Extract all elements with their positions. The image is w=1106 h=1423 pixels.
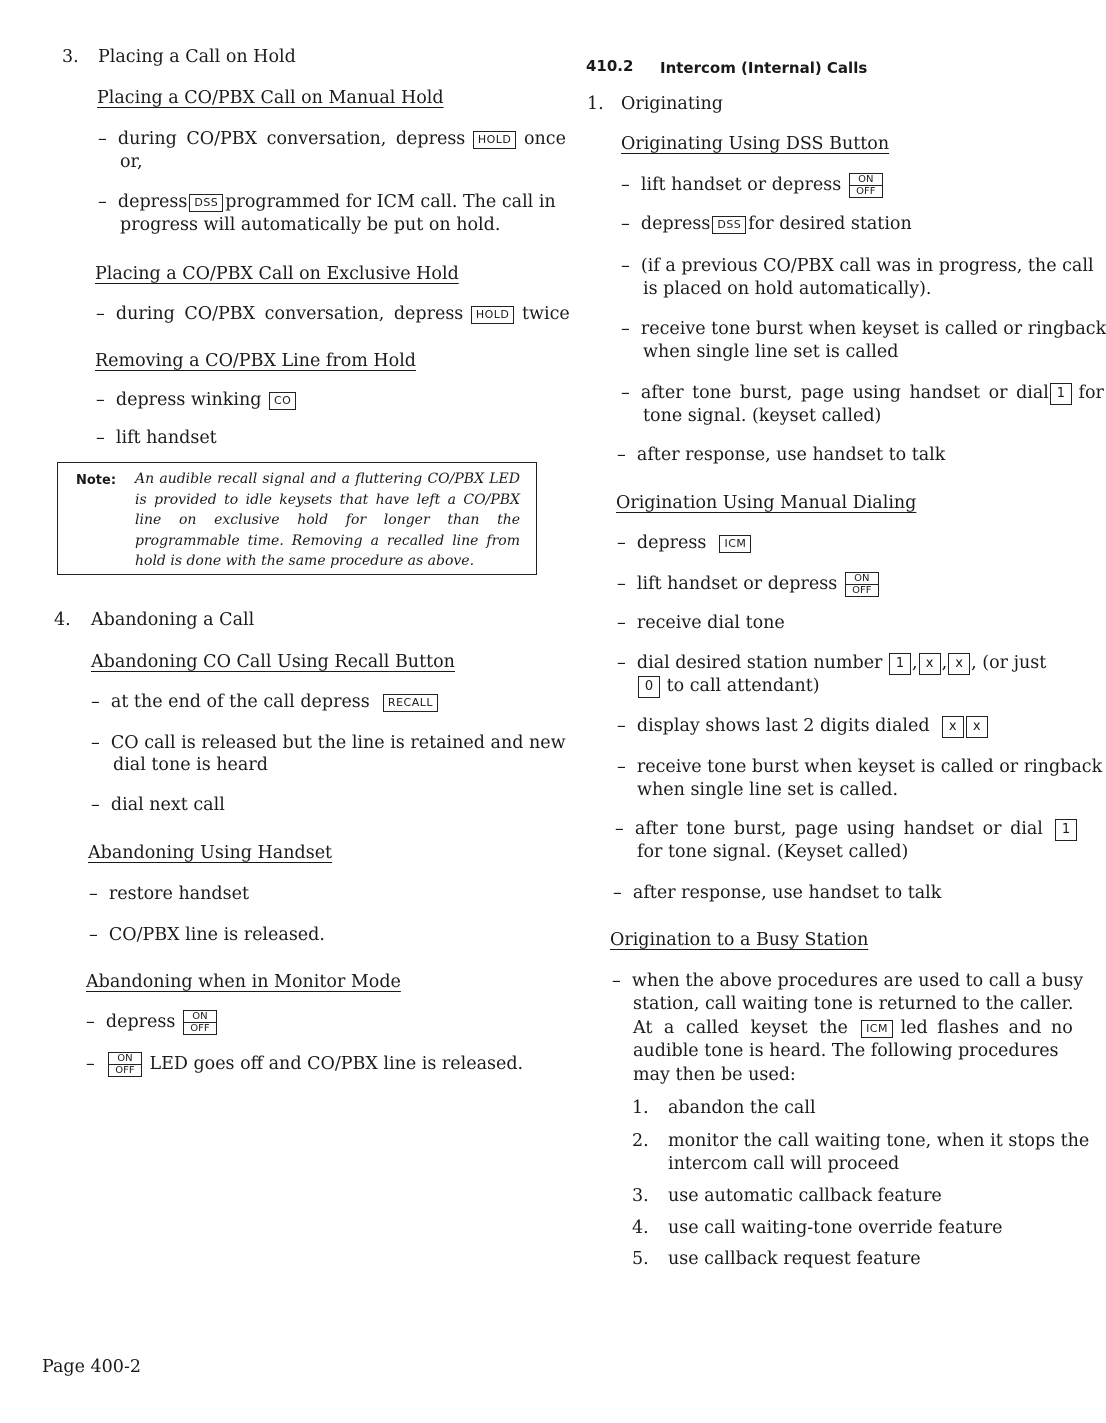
heading-manual-dialing: Origination Using Manual Dialing bbox=[616, 493, 917, 513]
section-number: 410.2 bbox=[586, 57, 634, 75]
step-busy-1-line-c: At a called keyset the ICM led flashes and no bbox=[633, 1018, 1073, 1038]
heading-busy-station: Origination to a Busy Station bbox=[610, 930, 869, 950]
digit-1-key: 1 bbox=[1055, 819, 1077, 841]
on-off-key: ON OFF bbox=[108, 1052, 142, 1077]
step-manual-7: – after tone burst, page using handset or dial 1 bbox=[615, 818, 1078, 841]
step-dss-4: – receive tone burst when keyset is called or ringback bbox=[621, 319, 1106, 339]
step-manual-hold-1: – during CO/PBX conversation, depress HOLD once bbox=[98, 129, 566, 149]
option-number: 2. bbox=[632, 1131, 649, 1151]
on-off-key: ON OFF bbox=[845, 572, 879, 597]
step-manual-hold-1-cont: or, bbox=[120, 152, 143, 172]
option-number: 3. bbox=[632, 1186, 649, 1206]
step-abandon-recall-3: – dial next call bbox=[91, 795, 225, 815]
step-manual-5: – display shows last 2 digits dialed x x bbox=[617, 715, 989, 738]
option-text: abandon the call bbox=[668, 1098, 816, 1118]
step-abandon-monitor-1: – depress ON OFF bbox=[86, 1010, 219, 1035]
section-4-title: Abandoning a Call bbox=[91, 610, 255, 630]
step-manual-hold-2: – depress DSS programmed for ICM call. The call in bbox=[98, 192, 556, 212]
step-manual-6-cont: when single line set is called. bbox=[637, 780, 899, 800]
section-title: Intercom (Internal) Calls bbox=[660, 59, 868, 77]
note-box bbox=[57, 462, 537, 575]
step-abandon-recall-1: – at the end of the call depress RECALL bbox=[91, 691, 440, 714]
step-abandon-recall-2-cont: dial tone is heard bbox=[113, 755, 268, 775]
heading-abandon-recall: Abandoning CO Call Using Recall Button bbox=[91, 652, 455, 672]
step-remove-1: – depress winking CO bbox=[96, 389, 298, 412]
step-exclusive-hold-1: – during CO/PBX conversation, depress HOLD twice bbox=[96, 304, 570, 324]
co-key: CO bbox=[269, 392, 296, 410]
note-label: Note: bbox=[76, 473, 117, 488]
option-text: intercom call will proceed bbox=[668, 1154, 900, 1174]
dss-key: DSS bbox=[712, 216, 746, 234]
heading-exclusive-hold: Placing a CO/PBX Call on Exclusive Hold bbox=[95, 264, 459, 284]
digit-x-key: x bbox=[966, 716, 988, 738]
step-abandon-monitor-2: – ON OFF LED goes off and CO/PBX line is released. bbox=[86, 1053, 524, 1076]
step-dss-3-cont: is placed on hold automatically). bbox=[643, 279, 932, 299]
step-dss-5-cont: tone signal. (keyset called) bbox=[643, 406, 882, 426]
step-dss-3: – (if a previous CO/PBX call was in progress, the call bbox=[621, 256, 1094, 276]
step-manual-4: – dial desired station number 1 , x , x , (or just bbox=[617, 653, 1047, 673]
step-manual-hold-2-cont: progress will automatically be put on hold. bbox=[120, 215, 501, 235]
digit-x-key: x bbox=[942, 716, 964, 738]
step-manual-3: – receive dial tone bbox=[617, 613, 785, 633]
step-manual-6: – receive tone burst when keyset is called or ringback bbox=[617, 757, 1103, 777]
hold-key: HOLD bbox=[473, 131, 517, 149]
step-abandon-handset-1: – restore handset bbox=[89, 884, 249, 904]
step-manual-8: – after response, use handset to talk bbox=[613, 883, 942, 903]
heading-dss-origination: Originating Using DSS Button bbox=[621, 134, 890, 154]
note-text: An audible recall signal and a fluttering CO/PBX LED is provided to idle keysets that have left a CO/PBX line on exclusive hold for longer than the programmable time. Removing a recalled line from hold is done with the same procedure as above. bbox=[135, 471, 520, 569]
page-footer: Page 400-2 bbox=[42, 1357, 141, 1377]
step-dss-6: – after response, use handset to talk bbox=[617, 445, 946, 465]
dss-key: DSS bbox=[189, 194, 223, 212]
option-text: use automatic callback feature bbox=[668, 1186, 942, 1206]
step-remove-2: – lift handset bbox=[96, 428, 217, 448]
step-busy-1: – when the above procedures are used to call a busy bbox=[612, 971, 1084, 991]
option-text: monitor the call waiting tone, when it stops the bbox=[668, 1131, 1090, 1151]
heading-abandon-handset: Abandoning Using Handset bbox=[88, 843, 333, 863]
on-off-key: ON OFF bbox=[183, 1010, 217, 1035]
step-manual-4-cont: 0 to call attendant) bbox=[637, 675, 820, 698]
digit-0-key: 0 bbox=[638, 676, 660, 698]
digit-1-key: 1 bbox=[1050, 383, 1072, 405]
digit-1-key: 1 bbox=[889, 653, 911, 675]
option-number: 5. bbox=[632, 1249, 649, 1269]
heading-abandon-monitor: Abandoning when in Monitor Mode bbox=[86, 972, 401, 992]
subsection-1-title: Originating bbox=[621, 94, 723, 114]
step-manual-1: – depress ICM bbox=[617, 532, 753, 555]
icm-key: ICM bbox=[861, 1020, 893, 1038]
option-text: use call waiting-tone override feature bbox=[668, 1218, 1003, 1238]
subsection-1-number: 1. bbox=[587, 94, 604, 114]
step-dss-5: – after tone burst, page using handset or dial 1 for bbox=[621, 383, 1104, 403]
step-manual-2: – lift handset or depress ON OFF bbox=[617, 572, 881, 597]
icm-key: ICM bbox=[719, 535, 751, 553]
digit-x-key: x bbox=[919, 653, 941, 675]
option-text: use callback request feature bbox=[668, 1249, 921, 1269]
step-dss-2: – depress DSS for desired station bbox=[621, 214, 912, 234]
option-number: 1. bbox=[632, 1098, 649, 1118]
step-manual-7-cont: for tone signal. (Keyset called) bbox=[637, 842, 909, 862]
step-busy-1-line-e: may then be used: bbox=[633, 1065, 796, 1085]
section-4-number: 4. bbox=[54, 610, 71, 630]
step-abandon-handset-2: – CO/PBX line is released. bbox=[89, 925, 325, 945]
heading-remove-from-hold: Removing a CO/PBX Line from Hold bbox=[95, 351, 417, 371]
step-dss-4-cont: when single line set is called bbox=[643, 342, 899, 362]
section-3-number: 3. bbox=[62, 47, 79, 67]
option-number: 4. bbox=[632, 1218, 649, 1238]
step-busy-1-line-d: audible tone is heard. The following procedures bbox=[633, 1041, 1059, 1061]
heading-manual-hold: Placing a CO/PBX Call on Manual Hold bbox=[97, 88, 444, 108]
on-off-key: ON OFF bbox=[849, 173, 883, 198]
hold-key: HOLD bbox=[471, 306, 515, 324]
step-dss-1: – lift handset or depress ON OFF bbox=[621, 173, 885, 198]
recall-key: RECALL bbox=[383, 694, 438, 712]
section-3-title: Placing a Call on Hold bbox=[98, 47, 296, 67]
step-busy-1-line-b: station, call waiting tone is returned to the caller. bbox=[633, 994, 1074, 1014]
step-abandon-recall-2: – CO call is released but the line is retained and new bbox=[91, 733, 566, 753]
digit-x-key: x bbox=[948, 653, 970, 675]
